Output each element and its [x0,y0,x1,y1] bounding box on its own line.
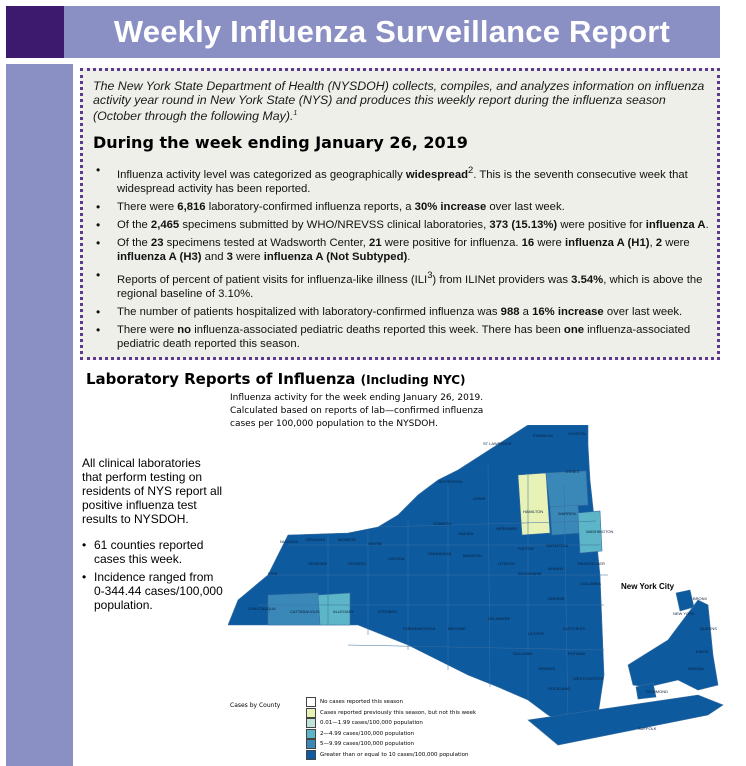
county-label: MADISON [463,553,482,558]
county-label: BROOME [448,626,466,631]
county-label: ERIE [268,571,278,576]
county-label: STEUBEN [378,609,397,614]
county-label: GENESEE [308,561,328,566]
county-label: DUTCHESS [563,626,586,631]
county-label: WAYNE [368,541,383,546]
lab-side-bullet: • 61 counties reported cases this week. [82,538,224,566]
county-label: ESSEX [566,469,580,474]
county-label: TIOGA [423,626,436,631]
county-label: ORANGE [538,666,556,671]
county-hamilton [518,473,550,535]
county-label: ONONDAGA [428,551,452,556]
legend-swatch [306,750,316,760]
lab-side-bullet: • Incidence ranged from 0-344.44 cases/100,000 population. [82,570,224,612]
legend-swatch [306,708,316,718]
county-label: WARREN [558,511,576,516]
map-caption: Influenza activity for the week ending January 26, 2019. Calculated based on reports of lab—confirmed influenza cases per 100,000 population to the NYSDOH. [230,393,484,429]
left-accent-bar [6,64,73,766]
legend-item [306,739,476,750]
intro-text: The New York State Department of Health (NYSDOH) collects, compiles, and analyzes information on influenza activity year round in New York State (NYS) and produces this weekly report during the influenza season (October through the following May). [93,79,705,124]
county-label: NIAGARA [280,539,299,544]
legend-item [306,750,476,761]
county-label: HERKIMER [496,526,518,531]
summary-box [80,68,720,360]
county-label: ROCKLAND [548,686,571,691]
legend-swatch [306,718,316,728]
legend-swatch [306,739,316,749]
county-label: NEW YORK [673,611,695,616]
legend-label: No cases reported this season [320,699,404,706]
county-label: CHAUTAUQUA [248,606,276,611]
county-label: BRONX [693,596,708,601]
county-label: SUFFOLK [638,726,657,731]
nyc-label: New York City [621,582,675,591]
week-heading: During the week ending January 26, 2019 [93,133,468,152]
legend-swatch [306,697,316,707]
legend-item [306,718,476,729]
county-label: CATTARAUGUS [290,609,320,614]
county-label: ORLEANS [306,537,326,542]
lab-side-bullets [82,538,224,612]
county-label: OTSEGO [498,561,516,566]
legend-item [306,697,476,708]
page-title: Weekly Influenza Surveillance Report [113,14,671,49]
legend-item [306,729,476,740]
county-label: ONTARIO [348,561,366,566]
county-label: ALBANY [548,566,564,571]
county-label: ONEIDA [458,531,474,536]
county-label: JEFFERSON [438,479,462,484]
county-label: OSWEGO [433,521,452,526]
bullet-ili: • Reports of percent of patient visits for influenza-like illness (ILI$^3$) from ILINet providers was 3.54%, which is above the regional baseline of 3.10%. [93,268,713,301]
county-label: FRANKLIN [533,433,553,438]
county-label: PUTNAM [568,651,585,656]
county-label: FULTON [518,546,534,551]
county-label: WASHINGTON [586,529,614,534]
county-label: RICHMOND [646,689,668,694]
legend-label: 2—4.99 cases/100,000 population [320,730,415,737]
legend-rows [306,697,476,760]
county-label: ST LAWRENCE [483,441,512,446]
legend-label: Greater than or equal to 10 cases/100,000 population [320,751,469,758]
legend-label: Cases reported previously this season, but not this week [320,709,477,716]
intro-footnote: 1 [293,110,298,117]
county-label: CAYUGA [388,556,405,561]
legend-item [306,708,476,719]
county-label: CHEMUNG [403,626,424,631]
county-label: ULSTER [528,631,544,636]
county-label: WESTCHESTER [573,676,604,681]
county-label: HAMILTON [523,509,544,514]
bullet-lab-reports: • There were 6,816 laboratory-confirmed influenza reports, a 30% increase over last week. [93,200,713,214]
county-essex [546,471,588,507]
county-label: RENSSELAER [578,561,605,566]
summary-bullets [93,163,713,355]
bullet-clinical-labs: • Of the 2,465 specimens submitted by WHO/NREVSS clinical laboratories, 373 (15.13%) were positive for influenza A. [93,218,713,232]
legend-title: Cases by County [230,702,281,709]
county-label: SULLIVAN [513,651,533,656]
map-legend [230,697,530,765]
intro-paragraph [93,79,713,123]
county-label: ALLEGANY [333,609,355,614]
county-label: COLUMBIA [580,581,601,586]
bullet-hospitalized: • The number of patients hospitalized with laboratory-confirmed influenza was 988 a 16% increase over last week. [93,305,713,319]
county-label: MONROE [338,537,356,542]
county-label: DELAWARE [488,616,511,621]
legend-label: 5—9.99 cases/100,000 population [320,741,415,748]
lab-side-paragraph: All clinical laboratories that perform testing on residents of NYS report all positive influenza test results to NYSDOH. [82,456,223,526]
county-label: GREENE [548,596,565,601]
nys-outline [228,425,608,725]
county-label: SCHOHARIE [518,571,542,576]
county-label: KINGS [696,649,709,654]
county-label: LEWIS [473,496,486,501]
county-label: SARATOGA [546,543,568,548]
county-label: NASSAU [688,666,705,671]
legend-label: 0.01—1.99 cases/100,000 population [320,720,423,727]
lab-reports-heading: Laboratory Reports of Influenza (Including NYC) [86,370,466,388]
county-label: QUEENS [700,626,717,631]
bullet-activity-level: • Influenza activity level was categorized as geographically widespread$^2$. This is the seventh consecutive week that widespread activity has been reported. [93,163,713,196]
header-band [64,6,720,58]
header-accent-block [6,6,64,58]
bullet-wadsworth: • Of the 23 specimens tested at Wadsworth Center, 21 were positive for influenza. 16 were influenza A (H1), 2 were influenza A (H3) and 3 were influenza A (Not Subtyped). [93,236,713,264]
legend-swatch [306,729,316,739]
county-label: CLINTON [568,431,586,436]
bullet-pediatric-deaths: • There were no influenza-associated pediatric deaths reported this week. There has been one influenza-associated pediatric death reported this season. [93,323,713,351]
lab-side-text [82,456,224,616]
